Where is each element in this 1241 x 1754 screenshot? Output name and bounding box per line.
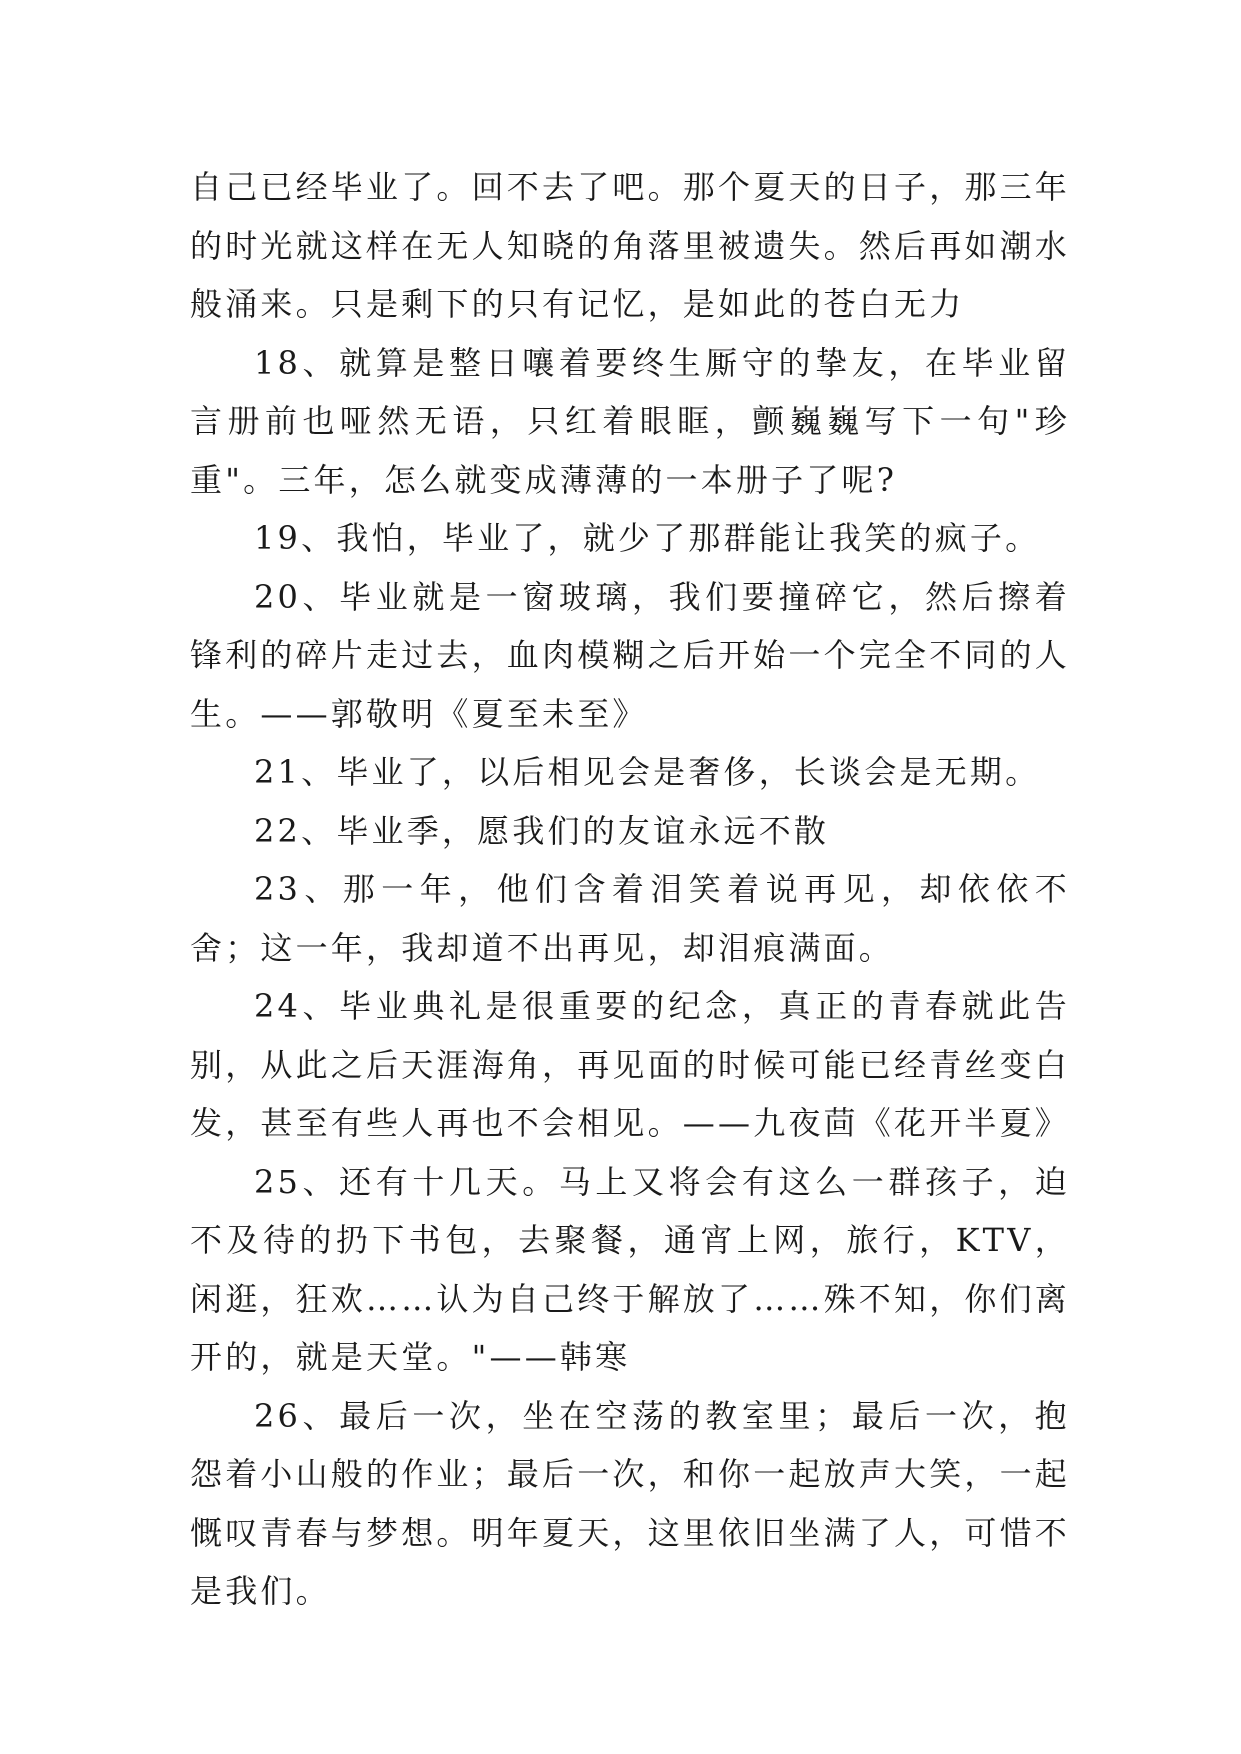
document-body xyxy=(190,158,1070,1621)
paragraph-20: 20、毕业就是一窗玻璃，我们要撞碎它，然后擦着锋利的碎片走过去，血肉模糊之后开始一个完全不同的人生。——郭敬明《夏至未至》 xyxy=(190,577,1071,733)
paragraph-18: 18、就算是整日嚷着要终生厮守的挚友，在毕业留言册前也哑然无语，只红着眼眶，颤巍巍写下一句"珍重"。三年，怎么就变成薄薄的一本册子了呢? xyxy=(190,343,1070,499)
paragraph-21: 21、毕业了，以后相见会是奢侈，长谈会是无期。 xyxy=(254,753,1041,791)
paragraph-19: 19、我怕，毕业了，就少了那群能让我笑的疯子。 xyxy=(254,519,1041,557)
paragraph-26: 26、最后一次，坐在空荡的教室里；最后一次，抱怨着小山般的作业；最后一次，和你一起放声大笑，一起慨叹青春与梦想。明年夏天，这里依旧坐满了人，可惜不是我们。 xyxy=(190,1396,1071,1610)
paragraph-23: 23、那一年，他们含着泪笑着说再见，却依依不舍；这一年，我却道不出再见，却泪痕满面。 xyxy=(190,870,1070,967)
paragraph-25: 25、还有十几天。马上又将会有这么一群孩子，迫不及待的扔下书包，去聚餐，通宵上网，旅行，KTV，闲逛，狂欢……认为自己终于解放了……殊不知，你们离开的，就是天堂。"——韩寒 xyxy=(190,1162,1071,1376)
paragraph-17-continuation: 自己已经毕业了。回不去了吧。那个夏天的日子，那三年的时光就这样在无人知晓的角落里被遗失。然后再如潮水般涌来。只是剩下的只有记忆，是如此的苍白无力 xyxy=(190,168,1071,323)
paragraph-24: 24、毕业典礼是很重要的纪念，真正的青春就此告别，从此之后天涯海角，再见面的时候可能已经青丝变白发，甚至有些人再也不会相见。——九夜茴《花开半夏》 xyxy=(190,987,1071,1142)
paragraph-22: 22、毕业季，愿我们的友谊永远不散 xyxy=(254,811,830,850)
